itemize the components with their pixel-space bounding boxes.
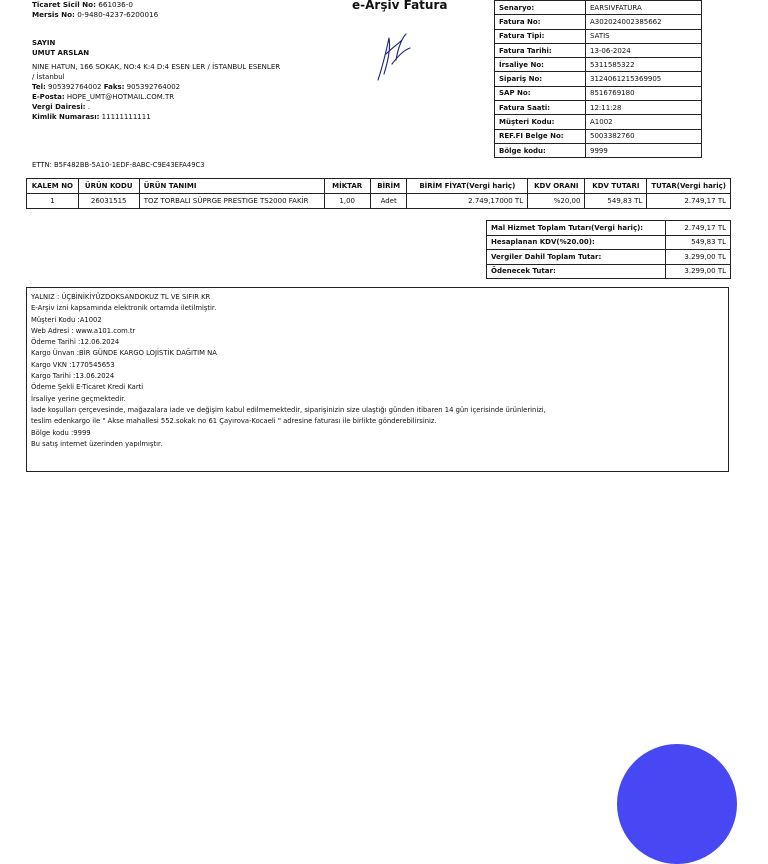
info-label: İrsaliye No: bbox=[495, 58, 586, 72]
invoice-info-table bbox=[494, 0, 702, 158]
note-line: Müşteri Kodu :A1002 bbox=[31, 315, 102, 324]
trade-registry: Ticaret Sicil No: 661036-0 bbox=[32, 0, 133, 9]
buyer-tax-office: Vergi Dairesi: . bbox=[32, 103, 91, 111]
total-row bbox=[487, 221, 731, 236]
totals-table bbox=[486, 220, 731, 279]
item-kdv-tutari: 549,83 TL bbox=[585, 194, 647, 209]
info-row bbox=[495, 101, 702, 115]
note-line: Bölge kodu :9999 bbox=[31, 428, 91, 437]
info-row bbox=[495, 72, 702, 86]
company-info bbox=[32, 0, 158, 20]
total-row bbox=[487, 264, 731, 279]
info-value: EARSIVFATURA bbox=[586, 1, 702, 15]
info-row bbox=[495, 15, 702, 29]
info-label: SAP No: bbox=[495, 86, 586, 100]
note-line: Kargo Ünvan :BİR GÜNDE KARGO LOJİSTİK DAĞITIM NA bbox=[31, 349, 217, 358]
info-value: A302024002385662 bbox=[586, 15, 702, 29]
column-header: ÜRÜN TANIMI bbox=[139, 179, 324, 194]
column-header: MİKTAR bbox=[324, 179, 370, 194]
info-row bbox=[495, 115, 702, 129]
items-header-row bbox=[27, 179, 731, 194]
total-value: 3.299,00 TL bbox=[666, 250, 731, 265]
info-row bbox=[495, 1, 702, 15]
column-header: BİRİM bbox=[370, 179, 407, 194]
buyer-address-2: / İstanbul bbox=[32, 73, 65, 81]
note-line: E-Arşiv izni kapsamında elektronik ortamda iletilmiştir. bbox=[31, 304, 217, 313]
info-row bbox=[495, 58, 702, 72]
info-value: 9999 bbox=[586, 143, 702, 157]
info-value: 8516769180 bbox=[586, 86, 702, 100]
column-header: BİRİM FİYAT(Vergi hariç) bbox=[407, 179, 528, 194]
note-line: İade koşulları çerçevesinde, mağazalara iade ve değişim kabul edilmemektedir, siparişinizin size ulaştığı günden itibaren 14 gün içerisinde ürünlerinizi, bbox=[31, 405, 546, 414]
total-value: 3.299,00 TL bbox=[666, 264, 731, 279]
note-line: Ödeme Şekli E-Ticaret Kredi Karti bbox=[31, 383, 144, 392]
info-label: Fatura Tipi: bbox=[495, 29, 586, 43]
signature-icon bbox=[372, 30, 414, 82]
column-header: KALEM NO bbox=[27, 179, 79, 194]
item-kalem: 1 bbox=[27, 194, 79, 209]
note-line: Web Adresi : www.a101.com.tr bbox=[31, 326, 136, 335]
buyer-address-1: NINE HATUN, 166 SOKAK, NO:4 K:4 D:4 ESEN LER / İSTANBUL ESENLER bbox=[32, 63, 281, 71]
total-label: Hesaplanan KDV(%20.00): bbox=[487, 235, 666, 250]
total-row bbox=[487, 250, 731, 265]
info-label: Fatura Tarihi: bbox=[495, 43, 586, 57]
info-row bbox=[495, 129, 702, 143]
info-value: 3124061215369905 bbox=[586, 72, 702, 86]
column-header: ÜRÜN KODU bbox=[78, 179, 139, 194]
info-row bbox=[495, 143, 702, 157]
info-value: 5003382760 bbox=[586, 129, 702, 143]
total-label: Mal Hizmet Toplam Tutarı(Vergi hariç): bbox=[487, 221, 666, 236]
item-kdv-orani: %20,00 bbox=[528, 194, 585, 209]
info-value: 12:11:28 bbox=[586, 101, 702, 115]
info-label: REF.FI Belge No: bbox=[495, 129, 586, 143]
item-miktar: 1,00 bbox=[324, 194, 370, 209]
mersis-number: Mersis No: 0-9480-4237-6200016 bbox=[32, 10, 159, 19]
info-label: Sipariş No: bbox=[495, 72, 586, 86]
info-label: Müşteri Kodu: bbox=[495, 115, 586, 129]
item-kod: 26031515 bbox=[78, 194, 139, 209]
info-value: 5311585322 bbox=[586, 58, 702, 72]
total-value: 549,83 TL bbox=[666, 235, 731, 250]
column-header: KDV TUTARI bbox=[585, 179, 647, 194]
column-header: TUTAR(Vergi hariç) bbox=[647, 179, 731, 194]
info-value: A1002 bbox=[586, 115, 702, 129]
document-title: e-Arşiv Fatura bbox=[352, 0, 448, 12]
buyer-name: UMUT ARSLAN bbox=[32, 49, 90, 57]
info-value: 13-06-2024 bbox=[586, 43, 702, 57]
note-line: Bu satış internet üzerinden yapılmıştır. bbox=[31, 439, 163, 448]
note-line: Kargo Tarihi :13.06.2024 bbox=[31, 372, 115, 381]
total-value: 2.749,17 TL bbox=[666, 221, 731, 236]
buyer-salutation: SAYIN bbox=[32, 39, 56, 47]
total-row bbox=[487, 235, 731, 250]
item-birim: Adet bbox=[370, 194, 407, 209]
buyer-email: E-Posta: HOPE_UMT@HOTMAIL.COM.TR bbox=[32, 93, 175, 101]
info-label: Fatura Saati: bbox=[495, 101, 586, 115]
info-label: Fatura No: bbox=[495, 15, 586, 29]
info-label: Bölge kodu: bbox=[495, 143, 586, 157]
total-label: Vergiler Dahil Toplam Tutar: bbox=[487, 250, 666, 265]
ettn: ETTN: B5F482BB-5A10-1EDF-8ABC-C9E43EFA49C3 bbox=[32, 161, 205, 169]
info-row bbox=[495, 29, 702, 43]
buyer-id-number: Kimlik Numarası: 11111111111 bbox=[32, 113, 151, 121]
note-line: Ödeme Tarihi :12.06.2024 bbox=[31, 338, 120, 347]
item-tanim: TOZ TORBALI SÜPRGE PRESTIGE TS2000 FAKİR bbox=[139, 194, 324, 209]
info-label: Senaryo: bbox=[495, 1, 586, 15]
column-header: KDV ORANI bbox=[528, 179, 585, 194]
info-value: SATIS bbox=[586, 29, 702, 43]
note-line: teslim edenkargo ile " Akse mahallesi 552.sokak no 61 Çayırova-Kocaeli " adresine faturası ile birlikte gönderebilirsiniz. bbox=[31, 417, 437, 426]
note-line: İrsaliye yerine geçmektedir. bbox=[31, 394, 126, 403]
items-table bbox=[26, 178, 731, 209]
item-tutar: 2.749,17 TL bbox=[647, 194, 731, 209]
info-row bbox=[495, 86, 702, 100]
total-label: Ödenecek Tutar: bbox=[487, 264, 666, 279]
floating-action-button[interactable] bbox=[617, 744, 737, 864]
note-line: Kargo VKN :1770545653 bbox=[31, 360, 115, 369]
info-row bbox=[495, 43, 702, 57]
buyer-phone: Tel: 905392764002 Faks: 905392764002 bbox=[32, 83, 181, 91]
item-fiyat: 2.749,17000 TL bbox=[407, 194, 528, 209]
table-row bbox=[27, 194, 731, 209]
note-line: YALNIZ : ÜÇBİNİKİYÜZDOKSANDOKUZ TL VE SIFIR KR bbox=[31, 293, 211, 301]
notes-box bbox=[26, 287, 729, 472]
buyer-info bbox=[32, 38, 302, 122]
